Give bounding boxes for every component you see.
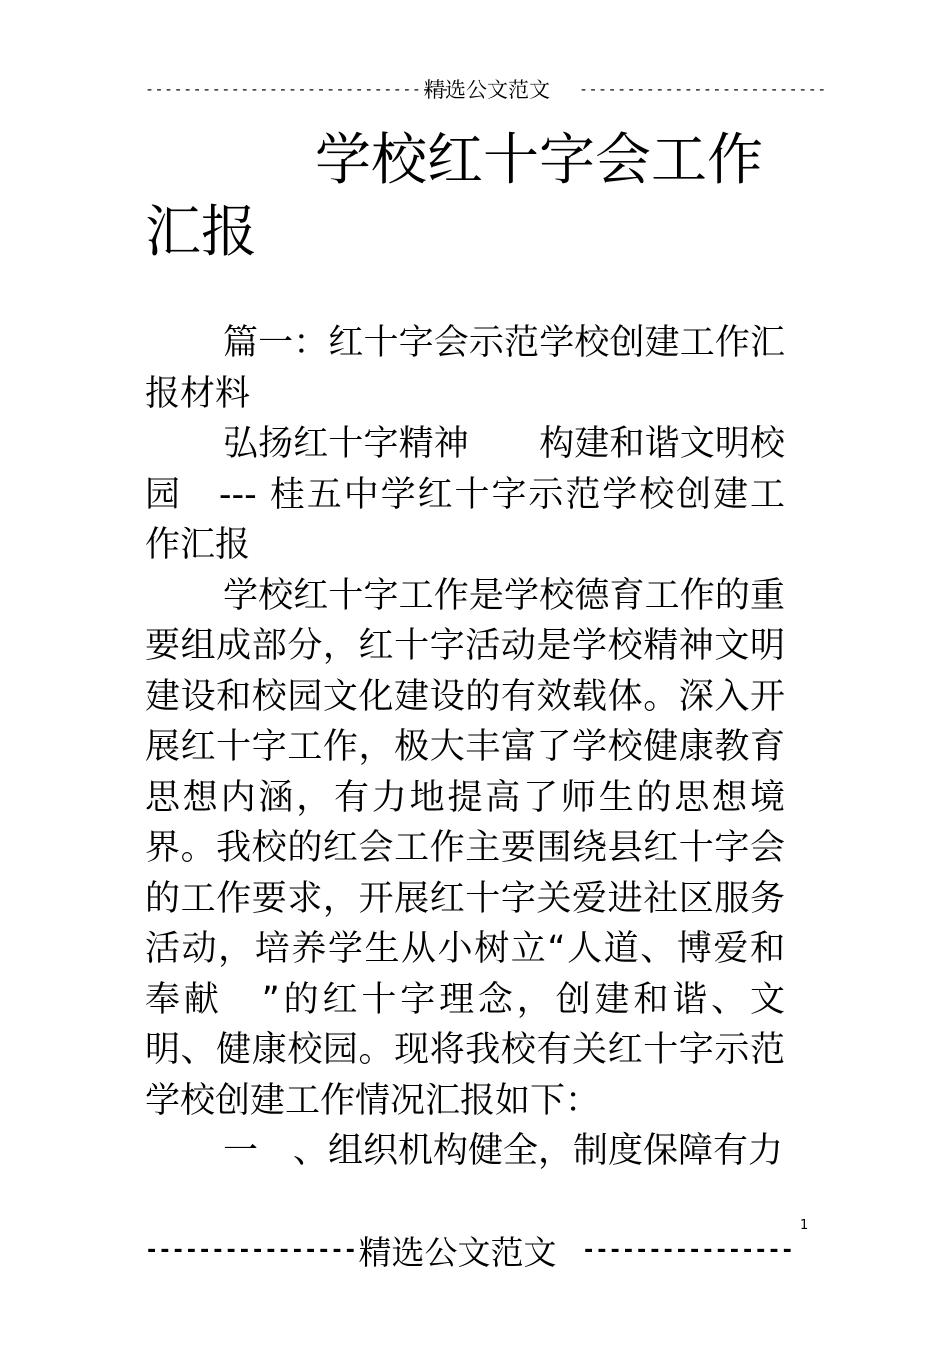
body-paragraph: 学校红十字工作是学校德育工作的重要组成部分，红十字活动是学校精神文明建设和校园文化建设的有效载体。深入开展红十字工作，极大丰富了学校健康教育思想内涵，有力地提高了师生的思想境界。我校的红会工作主要围绕县红十字会的工作要求，开展红十字关爱进社区服务活动，培养学生从小树立“人道、博爱和奉献 ”的红十字理念，创建和谐、文明、健康校园。现将我校有关红十字示范学校创建工作情况汇报如下： bbox=[145, 575, 785, 1121]
title-line-1: 学校红十字会工作 bbox=[315, 128, 763, 193]
footer-dashes-right: ---------------- bbox=[582, 1237, 794, 1263]
page-number: 1 bbox=[800, 1218, 809, 1233]
footer-dashes-left: ---------------- bbox=[145, 1237, 357, 1263]
header-text: 精选公文范文 bbox=[424, 78, 550, 102]
section-heading: 篇一：红十字会示范学校创建工作汇报材料 bbox=[145, 323, 785, 414]
footer-text: 精选公文范文 bbox=[358, 1232, 557, 1272]
document-title bbox=[145, 125, 785, 269]
page-header bbox=[145, 74, 827, 104]
page-footer bbox=[145, 1228, 794, 1272]
subsection-heading: 一 、组织机构健全，制度保障有力 bbox=[223, 1131, 784, 1171]
title-line-2: 汇报 bbox=[145, 200, 257, 265]
document-body bbox=[145, 318, 785, 1177]
article-subtitle: 弘扬红十字精神 构建和谐文明校园 --- 桂五中学红十字示范学校创建工作汇报 bbox=[145, 424, 785, 565]
header-dashes-left: -------------------------------- bbox=[145, 80, 450, 98]
header-dashes-right: -------------------------- bbox=[579, 80, 827, 98]
